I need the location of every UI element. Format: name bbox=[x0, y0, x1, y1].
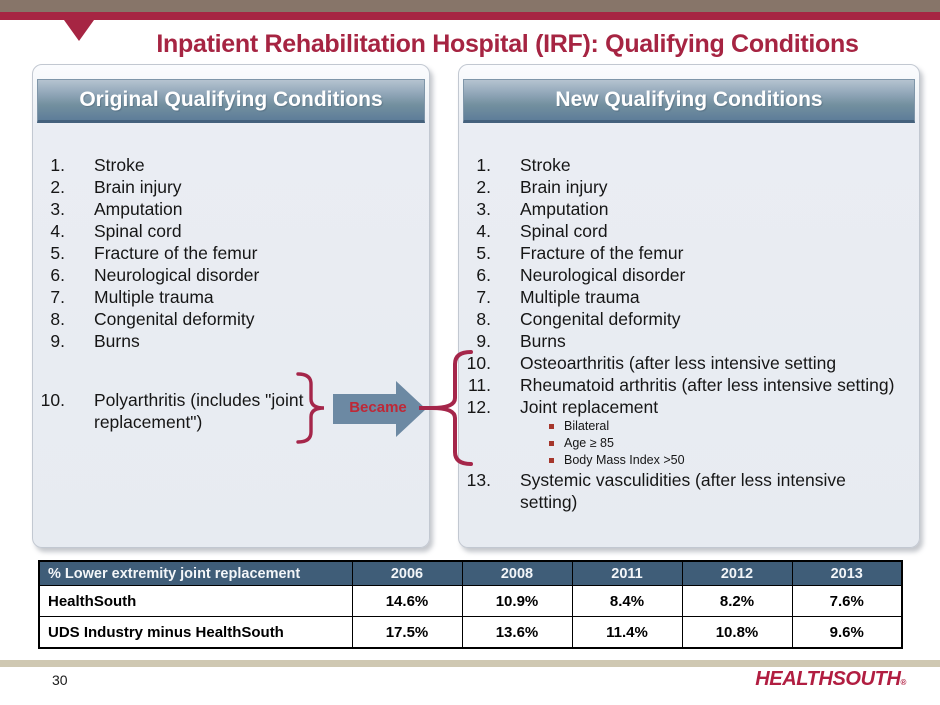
table-header-cell: % Lower extremity joint replacement bbox=[39, 561, 352, 586]
square-bullet-icon bbox=[549, 458, 554, 463]
top-brown-bar bbox=[0, 0, 940, 12]
original-panel-header: Original Qualifying Conditions bbox=[37, 79, 425, 123]
table-cell: 8.2% bbox=[682, 586, 792, 617]
list-item: 6. Neurological disorder bbox=[476, 265, 686, 285]
right-brace-icon bbox=[429, 349, 475, 467]
list-item-systemic-vasculidities: 13. Systemic vasculidities (after less intensive setting) bbox=[466, 470, 846, 512]
list-item: 8. Congenital deformity bbox=[476, 309, 681, 329]
list-item-osteoarthritis: 10. Osteoarthritis (after less intensive setting bbox=[466, 353, 837, 373]
sub-bullet: Bilateral bbox=[465, 418, 907, 435]
top-crimson-bar bbox=[0, 12, 940, 20]
table-header-cell: 2006 bbox=[352, 561, 462, 586]
list-item: 4. Spinal cord bbox=[50, 221, 182, 241]
list-item: 3. Amputation bbox=[50, 199, 183, 219]
table-cell: 13.6% bbox=[462, 617, 572, 649]
table-cell: 7.6% bbox=[792, 586, 902, 617]
list-item: 5. Fracture of the femur bbox=[476, 243, 684, 263]
list-item-rheumatoid: 11. Rheumatoid arthritis (after less intensive setting) bbox=[467, 375, 895, 395]
table-header-cell: 2011 bbox=[572, 561, 682, 586]
list-item: 9. Burns bbox=[476, 331, 566, 351]
table-cell: 17.5% bbox=[352, 617, 462, 649]
list-item: 9. Burns bbox=[50, 331, 140, 351]
left-brace-icon bbox=[293, 371, 329, 445]
table-cell: HealthSouth bbox=[39, 586, 352, 617]
square-bullet-icon bbox=[549, 441, 554, 446]
list-item: 1. Stroke bbox=[50, 155, 145, 175]
became-label: Became bbox=[349, 399, 407, 416]
list-item: 1. Stroke bbox=[476, 155, 571, 175]
table-header-cell: 2012 bbox=[682, 561, 792, 586]
table-row bbox=[39, 617, 902, 649]
table-cell: 9.6% bbox=[792, 617, 902, 649]
table-header-cell: 2013 bbox=[792, 561, 902, 586]
new-conditions-panel bbox=[458, 64, 920, 548]
slide-title: Inpatient Rehabilitation Hospital (IRF): Qualifying Conditions bbox=[156, 30, 859, 58]
table-cell: 10.9% bbox=[462, 586, 572, 617]
table-cell: UDS Industry minus HealthSouth bbox=[39, 617, 352, 649]
list-item: 7. Multiple trauma bbox=[50, 287, 214, 307]
list-item: 2. Brain injury bbox=[50, 177, 182, 197]
list-item-joint-replacement: 12. Joint replacement bbox=[466, 397, 659, 417]
table-cell: 14.6% bbox=[352, 586, 462, 617]
table-cell: 10.8% bbox=[682, 617, 792, 649]
list-item: 6. Neurological disorder bbox=[50, 265, 260, 285]
footer-divider bbox=[0, 660, 940, 667]
comparison-table bbox=[38, 560, 903, 649]
registered-mark-icon: ® bbox=[900, 678, 906, 687]
table-header-row bbox=[39, 561, 902, 586]
list-item: 3. Amputation bbox=[476, 199, 609, 219]
healthsouth-logo: HEALTHSOUTH® bbox=[755, 668, 906, 690]
original-conditions-panel bbox=[32, 64, 430, 548]
list-item: 7. Multiple trauma bbox=[476, 287, 640, 307]
sub-bullet: Age ≥ 85 bbox=[465, 435, 907, 452]
table-row bbox=[39, 586, 902, 617]
sub-bullet: Body Mass Index >50 bbox=[465, 452, 907, 469]
page-number: 30 bbox=[52, 672, 68, 688]
list-item-polyarthritis: 10. Polyarthritis (includes "joint replacement") bbox=[40, 390, 304, 432]
new-panel-header: New Qualifying Conditions bbox=[463, 79, 915, 123]
table-cell: 11.4% bbox=[572, 617, 682, 649]
list-item: 4. Spinal cord bbox=[476, 221, 608, 241]
square-bullet-icon bbox=[549, 424, 554, 429]
new-conditions-list bbox=[459, 123, 919, 513]
list-item: 2. Brain injury bbox=[476, 177, 608, 197]
list-item: 5. Fracture of the femur bbox=[50, 243, 258, 263]
list-item: 8. Congenital deformity bbox=[50, 309, 255, 329]
table-header-cell: 2008 bbox=[462, 561, 572, 586]
table-cell: 8.4% bbox=[572, 586, 682, 617]
